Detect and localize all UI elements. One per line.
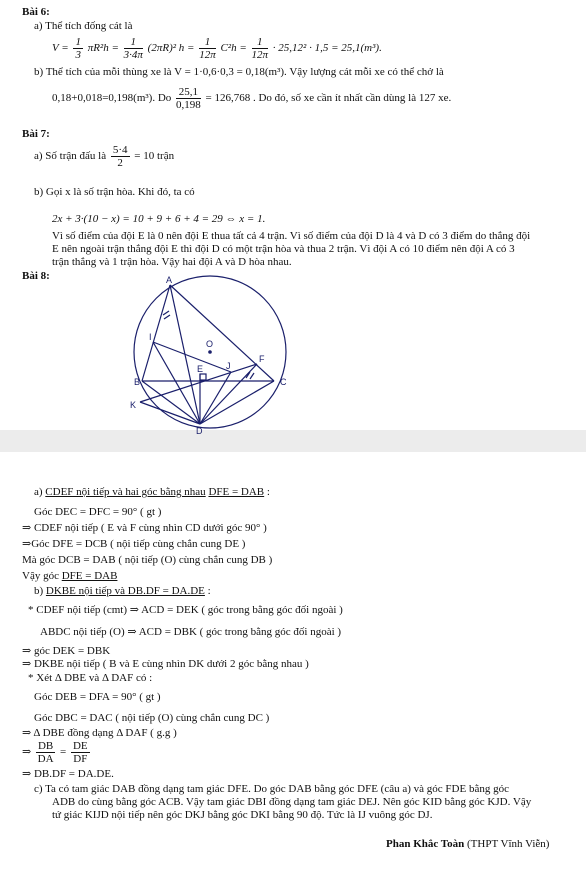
numerator: DE	[72, 739, 88, 752]
bai6-b-line1: b) Thể tích của mỗi thùng xe là V = 1·0,6·0,3 = 0,18(m³). Vậy lượng cát mỗi xe có thể chở là	[34, 66, 444, 78]
text: = 10 trận	[134, 150, 175, 162]
line-10: * Xét Δ DBE và Δ DAF có :	[28, 672, 153, 684]
text: :	[266, 486, 270, 498]
line-5	[22, 570, 117, 583]
segment-ac	[170, 285, 274, 381]
denominator: 0,198	[176, 98, 201, 111]
line-8: ⇒ góc DEK = DBK	[22, 645, 111, 657]
segment-cd	[200, 381, 274, 424]
page-2	[0, 452, 586, 878]
text: = 126,768 . Do đó, số xe cần ít nhất cần dùng là 127 xe.	[205, 92, 452, 104]
numerator: 1	[124, 36, 143, 49]
line-4: Mà góc DCB = DAB ( nội tiếp (O) cùng chắn cung DB )	[22, 554, 273, 566]
label-o: O	[206, 339, 214, 349]
denominator: 12π	[251, 48, 269, 61]
denominator: 3·4π	[123, 48, 143, 61]
label-i: I	[149, 332, 152, 342]
fraction	[36, 740, 55, 765]
numerator: 25,1	[176, 86, 201, 99]
text: a) Số trận đấu là	[34, 150, 107, 162]
text: ⇒	[22, 746, 32, 758]
formula-text: · 25,12² · 1,5 = 25,1(m³).	[272, 42, 382, 54]
segment-ab	[142, 285, 170, 381]
line-7: ABDC nội tiếp (O) ⇒ ACD = DBK ( góc trong bằng góc đối ngoài )	[40, 626, 342, 638]
page-1	[0, 0, 586, 436]
numerator: 1	[199, 36, 216, 49]
denominator: DF	[73, 752, 88, 765]
segment-ij	[153, 342, 231, 372]
text: a)	[34, 486, 43, 498]
text: DKBE nội tiếp và DB.DF = DA.DE	[45, 585, 205, 597]
formula-text: V =	[52, 42, 69, 54]
line-9: ⇒ DKBE nội tiếp ( B và E cùng nhìn DK dưới 2 góc bằng nhau )	[22, 658, 309, 670]
label-c: C	[280, 377, 287, 387]
fraction	[71, 740, 90, 765]
label-e: E	[197, 364, 204, 374]
author-school: (THPT Vĩnh Viễn)	[467, 838, 550, 850]
author-name: Phan Khắc Toàn	[386, 838, 465, 850]
bai7-b-line1: b) Gọi x là số trận hòa. Khi đó, ta có	[34, 186, 195, 198]
segment-di	[153, 342, 200, 424]
bai7-b-equation: 2x + 3·(10 − x) = 10 + 9 + 6 + 4 = 29 ⇔ x = 1.	[52, 213, 266, 225]
text: 0,18+0,018=0,198(m³). Do	[52, 92, 172, 104]
section-a-title	[34, 486, 270, 499]
bai7-heading: Bài 7:	[22, 128, 50, 140]
text: b)	[34, 585, 44, 597]
label-j: J	[226, 361, 231, 371]
tick-mark	[163, 311, 169, 315]
denominator: DA	[37, 752, 54, 765]
part-c-line3: tứ giác KIJD nội tiếp nên góc DKJ bằng góc DKI bằng 90 độ. Tức là IJ vuông góc DJ.	[52, 809, 433, 821]
text: Vậy góc	[22, 570, 59, 582]
center-dot	[208, 350, 212, 354]
denominator: 12π	[199, 48, 216, 61]
numerator: 5·4	[112, 143, 128, 156]
numerator: 1	[252, 36, 269, 49]
bai7-b-p2: E nên ngoài trận thắng đội E thì đội D có một trận hòa và thua 2 trận. Vì đội A có 10 điểm nên đội A có 3	[52, 243, 515, 255]
line-13: ⇒ Δ DBE đồng dạng Δ DAF ( g.g )	[22, 727, 177, 739]
label-d: D	[196, 426, 203, 436]
line-2: ⇒ CDEF nội tiếp ( E và F cùng nhìn CD dưới góc 90° )	[22, 522, 267, 534]
geometry-figure	[0, 0, 586, 436]
part-c-line2: ADB do cùng bằng góc ACB. Vậy tam giác DBI đồng dạng tam giác DEJ. Nên góc KID bằng góc KJD. Vậy	[52, 796, 532, 808]
right-angle-e	[200, 374, 206, 380]
bai6-a-label: a) Thể tích đống cát là	[34, 20, 133, 32]
text: DFE = DAB	[208, 486, 265, 498]
line-3: ⇒Góc DFE = DCB ( nội tiếp cùng chắn cung DE )	[22, 538, 246, 550]
line-12: Góc DBC = DAC ( nội tiếp (O) cùng chắn cung DC )	[34, 712, 270, 724]
numerator: 1	[75, 35, 81, 48]
bai7-b-p1: Vì số điểm của đội E là 0 nên đội E thua tất cả 4 trận. Vì số điểm của đội D là 4 và D có 3 điểm do thắng đội	[52, 230, 531, 242]
label-k: K	[130, 400, 137, 410]
text: =	[60, 746, 67, 758]
formula-text: πR²h =	[87, 42, 119, 54]
author-credit	[386, 838, 549, 851]
line-14	[22, 739, 92, 765]
formula-text: C²h =	[220, 42, 247, 54]
tick-mark	[164, 315, 170, 319]
text: DFE = DAB	[61, 570, 118, 582]
text: CDEF nội tiếp và hai góc bằng nhau	[45, 486, 206, 498]
label-b: B	[134, 377, 141, 387]
label-a: A	[166, 275, 173, 285]
text: :	[207, 585, 211, 597]
line-11: Góc DEB = DFA = 90° ( gt )	[34, 691, 161, 703]
denominator: 2	[117, 156, 123, 169]
tick-mark	[250, 373, 254, 379]
numerator: DB	[37, 739, 54, 752]
bai8-heading: Bài 8:	[22, 270, 50, 282]
section-b-title	[34, 585, 211, 598]
line-6: * CDEF nội tiếp (cmt) ⇒ ACD = DEK ( góc trong bằng góc đối ngoài )	[28, 604, 343, 616]
label-f: F	[259, 354, 265, 364]
part-c-line1: c) Ta có tam giác DAB đồng dạng tam giác DFE. Do góc DAB bằng góc DFE (câu a) và góc FDE bằng góc	[34, 783, 509, 795]
denominator: 3	[75, 48, 81, 61]
bai7-b-p3: trận thắng và 1 trận hòa. Vậy hai đội A và D hòa nhau.	[52, 256, 292, 268]
line-1: Góc DEC = DFC = 90° ( gt )	[34, 506, 162, 518]
bai6-heading: Bài 6:	[22, 6, 50, 18]
line-15: ⇒ DB.DF = DA.DE.	[22, 768, 114, 780]
formula-text: (2πR)² h =	[147, 42, 195, 54]
segment-dk	[140, 402, 200, 424]
